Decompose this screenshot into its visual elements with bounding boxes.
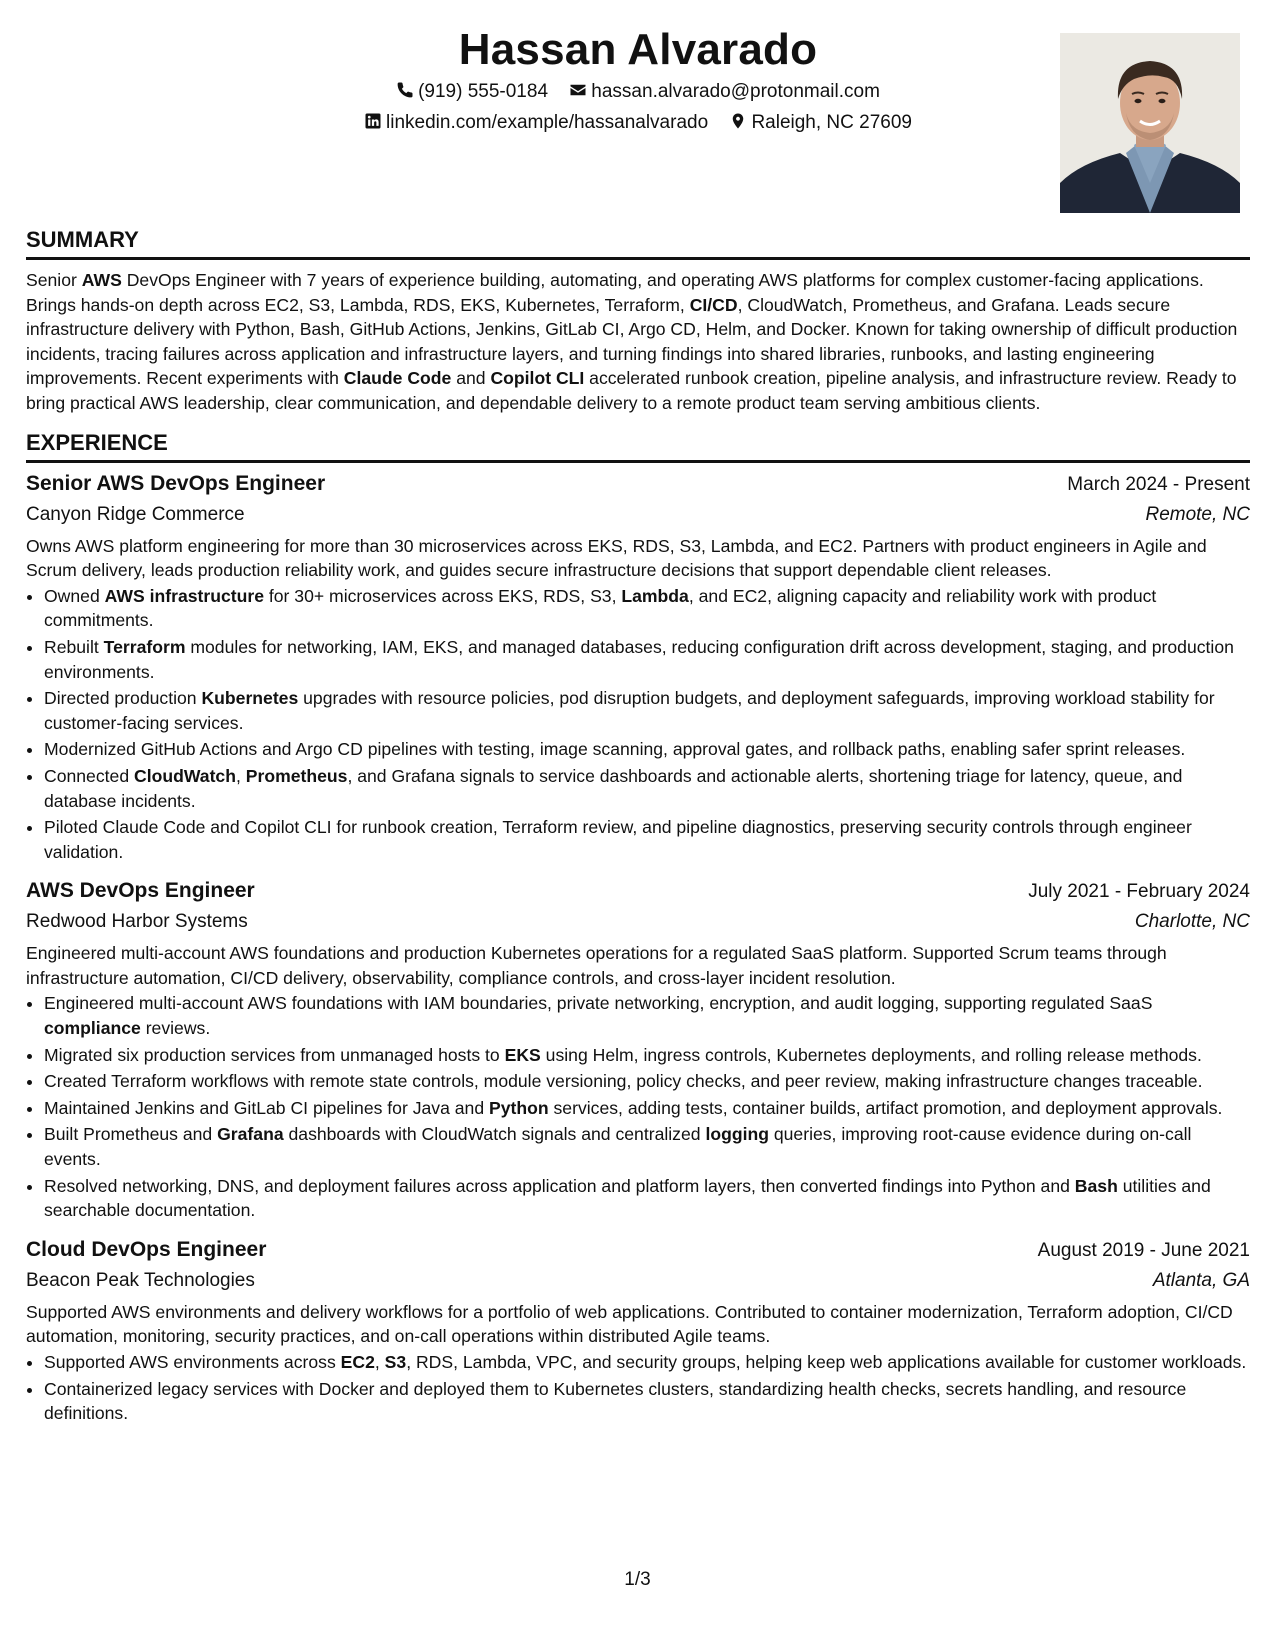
job-entry — [26, 876, 1250, 1223]
bullet-item — [44, 1096, 1250, 1121]
job-location: Atlanta, GA — [1152, 1269, 1250, 1291]
map-pin-icon — [729, 112, 747, 130]
bold-keyword: Lambda — [621, 585, 689, 606]
portrait-image — [1060, 33, 1240, 213]
bold-keyword: logging — [705, 1124, 769, 1145]
bullet-item — [44, 1350, 1250, 1375]
job-dates: March 2024 - Present — [1067, 473, 1250, 495]
linkedin-contact[interactable] — [364, 110, 708, 136]
summary-text — [26, 268, 1250, 416]
text-run: Created Terraform workflows with remote state controls, module versioning, policy checks, and peer review, making infrastructure changes traceable. — [44, 1071, 1203, 1092]
text-run: DevOps Engineer with 7 years of experience building, automating, and operating AWS platforms for complex customer-facing applications. Brings hands-on depth across EC2, S3, Lambda, RDS, EKS, Kubernetes, Terraform, — [26, 270, 1204, 315]
text-run: modules for networking, IAM, EKS, and managed databases, reducing configuration drift across development, staging, and production environments. — [44, 636, 1234, 682]
job-header — [26, 469, 1250, 500]
bullet-item — [44, 1043, 1250, 1068]
job-header — [26, 1235, 1250, 1266]
location-contact — [729, 110, 912, 136]
bullet-item — [44, 1174, 1250, 1223]
text-run: Owned — [44, 585, 105, 606]
text-run: Containerized legacy services with Docker and deployed them to Kubernetes clusters, standardizing health checks, secrets handling, and resource definitions. — [44, 1378, 1187, 1424]
text-run: , and Grafana signals to service dashboards and actionable alerts, shortening triage for latency, queue, and database incidents. — [44, 765, 1183, 811]
job-description: Owns AWS platform engineering for more than 30 microservices across EKS, RDS, S3, Lambda, and EC2. Partners with product engineers in Agile and Scrum delivery, leads production reliability work, and guides secure infrastructure decisions that support dependable client releases. — [26, 535, 1207, 581]
job-bullets — [26, 1350, 1250, 1426]
bold-keyword: Prometheus — [245, 765, 348, 786]
resume-page — [26, 0, 1250, 1428]
bold-keyword: Bash — [1074, 1175, 1118, 1196]
bold-keyword: Python — [489, 1097, 549, 1118]
job-title: AWS DevOps Engineer — [26, 879, 255, 903]
bold-keyword: AWS infrastructure — [104, 585, 264, 606]
text-run: upgrades with resource policies, pod disruption budgets, and deployment safeguards, improving workload stability for customer-facing services. — [44, 688, 1215, 733]
text-run: for 30+ microservices across EKS, RDS, S3, — [264, 585, 622, 606]
bullet-item — [44, 737, 1250, 762]
text-run: Migrated six production services from unmanaged hosts to — [44, 1044, 505, 1065]
text-run: Maintained Jenkins and GitLab CI pipelines for Java and — [44, 1097, 489, 1118]
text-run: , — [235, 765, 246, 786]
text-run: Supported AWS environments across — [44, 1352, 341, 1372]
bullet-item — [44, 1069, 1250, 1094]
job-description: Supported AWS environments and delivery workflows for a portfolio of web applications. Contributed to container modernization, Terraform adoption, CI/CD automation, monitoring, security practices, and on-call operations within distributed Agile teams. — [26, 1301, 1233, 1347]
candidate-name: Hassan Alvarado — [458, 25, 818, 74]
bullet-item — [44, 815, 1250, 864]
job-location: Remote, NC — [1145, 503, 1250, 525]
bullet-item — [44, 1377, 1250, 1426]
text-run: Modernized GitHub Actions and Argo CD pipelines with testing, image scanning, approval gates, and rollback paths, enabling safer sprint releases. — [44, 739, 1186, 760]
text-run: , — [374, 1352, 385, 1372]
text-run: Resolved networking, DNS, and deployment failures across application and platform layers, then converted findings into Python and — [44, 1175, 1075, 1196]
text-run: Connected — [44, 765, 134, 786]
phone-contact — [396, 79, 548, 105]
page-number: 1/3 — [624, 1569, 651, 1590]
company-name: Beacon Peak Technologies — [26, 1269, 255, 1291]
job-subheader — [26, 908, 1250, 936]
bullet-item — [44, 635, 1250, 684]
job-dates: July 2021 - February 2024 — [1028, 881, 1250, 903]
phone-text: (919) 555-0184 — [418, 81, 549, 102]
bold-keyword: EKS — [504, 1044, 541, 1065]
text-run: , RDS, Lambda, VPC, and security groups, helping keep web applications available for customer workloads. — [406, 1352, 1247, 1372]
text-run: Directed production — [44, 688, 202, 709]
linkedin-icon — [364, 112, 382, 130]
linkedin-text: linkedin.com/example/hassanalvarado — [386, 112, 709, 133]
job-description: Engineered multi-account AWS foundations and production Kubernetes operations for a regulated SaaS platform. Supported Scrum teams through infrastructure automation, CI/CD delivery, observability, compliance controls, and cross-layer incident resolution. — [26, 943, 1167, 988]
bold-keyword: S3 — [384, 1352, 407, 1372]
experience-list — [26, 469, 1250, 1426]
text-run: Rebuilt — [44, 636, 104, 657]
company-name: Canyon Ridge Commerce — [26, 503, 245, 525]
job-subheader — [26, 1267, 1250, 1295]
experience-heading: EXPERIENCE — [26, 429, 1250, 463]
bold-keyword: CI/CD — [689, 294, 738, 315]
text-run: Senior — [26, 270, 82, 290]
job-bullets — [26, 991, 1250, 1222]
bullet-item — [44, 686, 1250, 735]
company-name: Redwood Harbor Systems — [26, 911, 248, 933]
job-bullets — [26, 584, 1250, 865]
email-text: hassan.alvarado@protonmail.com — [591, 81, 880, 102]
bold-keyword: Kubernetes — [201, 688, 299, 709]
bullet-item — [44, 584, 1250, 633]
bold-keyword: Claude Code — [343, 368, 452, 389]
job-title: Cloud DevOps Engineer — [26, 1237, 267, 1261]
job-dates: August 2019 - June 2021 — [1037, 1239, 1250, 1261]
summary-heading: SUMMARY — [26, 226, 1250, 260]
job-header — [26, 876, 1250, 907]
bold-keyword: Copilot CLI — [490, 368, 585, 389]
bold-keyword: EC2 — [340, 1352, 375, 1372]
job-title: Senior AWS DevOps Engineer — [26, 471, 326, 495]
bold-keyword: Terraform — [103, 636, 186, 657]
bold-keyword: AWS — [81, 270, 122, 290]
text-run: , CloudWatch, Prometheus, and Grafana. Leads secure infrastructure delivery with Python, Bash, GitHub Actions, Jenkins, GitLab CI, Argo CD, Helm, and Docker. Known for taking ownership of difficult production incidents, tracing failures across application and infrastructure layers, and turning findings into shared libraries, runbooks, and lasting engineering improvements. Recent experiments with — [26, 294, 1238, 389]
text-run: Piloted Claude Code and Copilot CLI for runbook creation, Terraform review, and pipeline diagnostics, preserving security controls through engineer validation. — [44, 817, 1192, 862]
text-run: Built Prometheus and — [44, 1124, 218, 1145]
bold-keyword: Grafana — [217, 1124, 284, 1145]
location-text: Raleigh, NC 27609 — [751, 112, 912, 133]
email-contact[interactable] — [569, 79, 880, 105]
job-subheader — [26, 501, 1250, 529]
text-run: Engineered multi-account AWS foundations with IAM boundaries, private networking, encryption, and audit logging, supporting regulated SaaS — [44, 993, 1153, 1014]
text-run: reviews. — [140, 1018, 211, 1039]
bullet-item — [44, 1122, 1250, 1171]
job-entry — [26, 469, 1250, 865]
job-location: Charlotte, NC — [1134, 911, 1250, 933]
text-run: dashboards with CloudWatch signals and centralized — [283, 1124, 706, 1145]
text-run: services, adding tests, container builds, artifact promotion, and deployment approvals. — [548, 1097, 1223, 1118]
phone-icon — [396, 81, 414, 99]
resume-header — [26, 0, 1250, 220]
text-run: , and EC2, aligning capacity and reliability work with product commitments. — [44, 585, 1157, 631]
bullet-item — [44, 764, 1250, 813]
profile-photo — [1060, 33, 1240, 213]
bold-keyword: compliance — [44, 1018, 141, 1039]
text-run: queries, improving root-cause evidence during on-call events. — [44, 1124, 1192, 1170]
bold-keyword: CloudWatch — [134, 765, 236, 786]
job-entry — [26, 1235, 1250, 1426]
text-run: and — [451, 368, 491, 389]
text-run: using Helm, ingress controls, Kubernetes deployments, and rolling release methods. — [540, 1044, 1202, 1065]
text-run: utilities and searchable documentation. — [44, 1175, 1211, 1221]
bullet-item — [44, 991, 1250, 1040]
envelope-icon — [569, 81, 587, 99]
text-run: accelerated runbook creation, pipeline analysis, and infrastructure review. Ready to bring practical AWS leadership, clear communication, and dependable delivery to a remote product team serving ambitious clients. — [26, 368, 1237, 413]
